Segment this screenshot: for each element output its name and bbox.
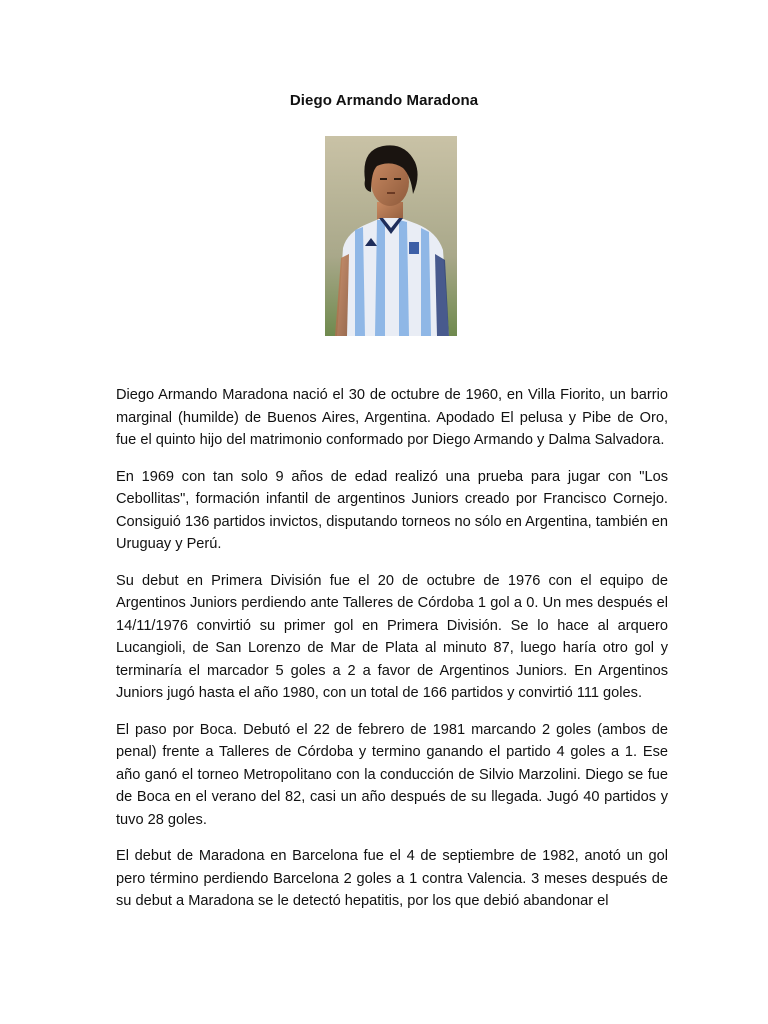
paragraph: Su debut en Primera División fue el 20 de octubre de 1976 con el equipo de Argentinos Juniors perdiendo ante Talleres de Córdoba 1 gol a 0. Un mes después el 14/11/1976 convirtió su primer gol en Primera División. Se lo hace al arquero Lucangioli, de San Lorenzo de Mar de Plata al minuto 87, luego haría otro gol y terminaría el marcador 5 goles a 2 a favor de Argentinos Juniors. En Argentinos Juniors jugó hasta el año 1980, con un total de 166 partidos y convirtió 111 goles.	[116, 572, 668, 701]
paragraph: En 1969 con tan solo 9 años de edad realizó una prueba para jugar con "Los Cebollitas", formación infantil de argentinos Juniors creado por Francisco Cornejo. Consiguió 136 partidos invictos, disputando torneos no sólo en Argentina, también en Uruguay y Perú.	[116, 468, 668, 552]
player-photo	[325, 136, 457, 336]
paragraph: El debut de Maradona en Barcelona fue el 4 de septiembre de 1982, anotó un gol pero término perdiendo Barcelona 2 goles a 1 contra Valencia. 3 meses después de su debut a Maradona se le detectó hepatitis, por los que debió abandonar el	[116, 848, 668, 909]
paragraph: El paso por Boca. Debutó el 22 de febrero de 1981 marcando 2 goles (ambos de penal) frente a Talleres de Córdoba y termino ganando el partido 4 goles a 1. Ese año ganó el torneo Metropolitano con la conducción de Silvio Marzolini. Diego se fue de Boca en el verano del 82, casi un año después de su llegada. Jugó 40 partidos y tuvo 28 goles.	[116, 721, 668, 828]
article-body	[116, 384, 668, 927]
document-title: Diego Armando Maradona	[289, 92, 479, 109]
paragraph: Diego Armando Maradona nació el 30 de octubre de 1960, en Villa Fiorito, un barrio marginal (humilde) de Buenos Aires, Argentina. Apodado El pelusa y Pibe de Oro, fue el quinto hijo del matrimonio conformado por Diego Armando y Dalma Salvadora.	[116, 387, 668, 448]
